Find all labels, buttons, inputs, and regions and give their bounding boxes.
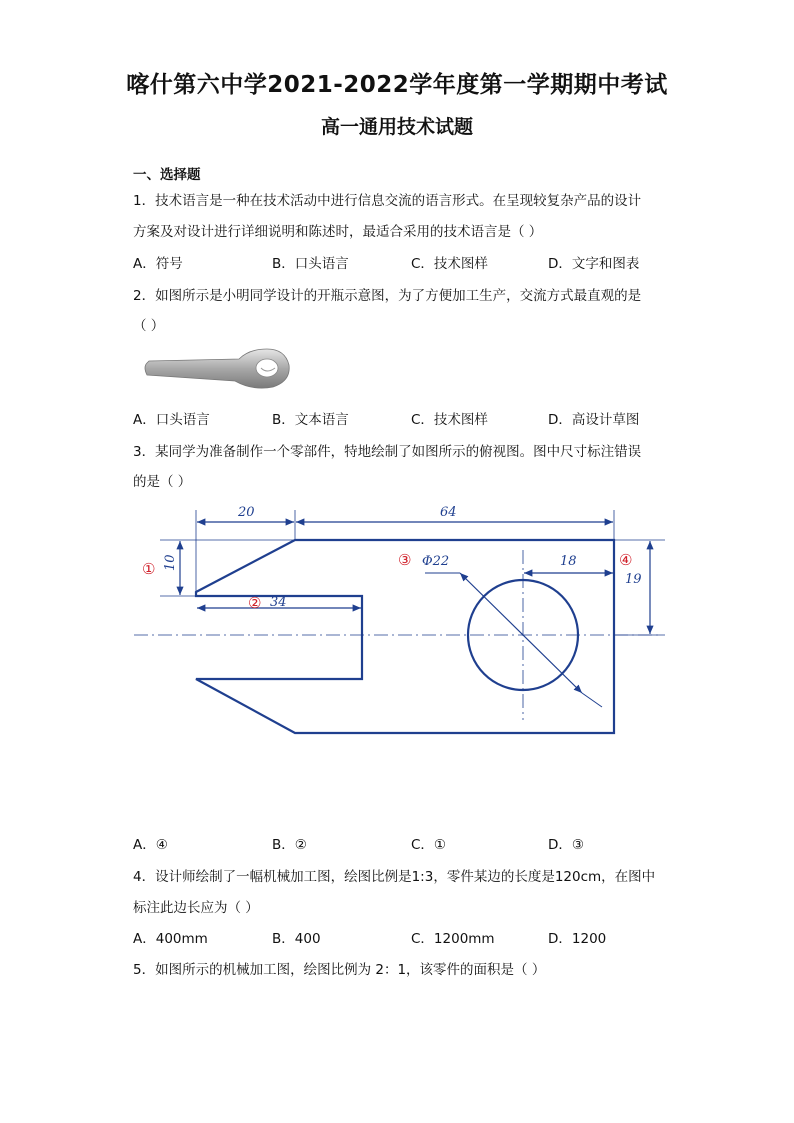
q2-option-a[interactable]: A．口头语言 [133, 412, 210, 428]
mark-1: ① [142, 560, 156, 578]
q4-line2: 标注此边长应为（ ） [133, 900, 259, 916]
dim-19-label: 19 [625, 572, 642, 587]
q2-line2: （ ） [133, 318, 165, 334]
mark-3: ③ [398, 551, 412, 569]
q3-line2: 的是（ ） [133, 474, 192, 490]
q2-option-b[interactable]: B．文本语言 [272, 412, 349, 428]
q4-option-b[interactable]: B．400 [272, 931, 321, 947]
q3-option-b[interactable]: B．② [272, 837, 307, 853]
q1-option-d[interactable]: D．文字和图表 [548, 256, 640, 272]
q2-line1: 2．如图所示是小明同学设计的开瓶示意图，为了方便加工生产，交流方式最直观的是 [133, 288, 642, 304]
q1-line1: 1．技术语言是一种在技术活动中进行信息交流的语言形式。在呈现较复杂产品的设计 [133, 193, 642, 209]
technical-drawing [120, 495, 680, 745]
q3-option-d[interactable]: D．③ [548, 837, 584, 853]
dim-10-label: 10 [163, 554, 178, 571]
q1-line2: 方案及对设计进行详细说明和陈述时，最适合采用的技术语言是（ ） [133, 224, 543, 240]
q2-option-c[interactable]: C．技术图样 [411, 412, 488, 428]
q1-option-b[interactable]: B．口头语言 [272, 256, 349, 272]
q4-option-d[interactable]: D．1200 [548, 931, 607, 947]
q3-line1: 3．某同学为准备制作一个零部件，特地绘制了如图所示的俯视图。图中尺寸标注错误 [133, 444, 642, 460]
exam-subtitle: 高一通用技术试题 [320, 116, 473, 138]
q1-option-a[interactable]: A．符号 [133, 256, 183, 272]
section-heading: 一、选择题 [133, 167, 201, 183]
q1-option-c[interactable]: C．技术图样 [411, 256, 488, 272]
q4-option-c[interactable]: C．1200mm [411, 931, 495, 947]
dim-18-label: 18 [560, 554, 577, 569]
q3-option-a[interactable]: A．④ [133, 837, 168, 853]
q2-option-d[interactable]: D．高设计草图 [548, 412, 640, 428]
dim-20-label: 20 [238, 505, 255, 520]
mark-2: ② [248, 594, 262, 612]
q4-option-a[interactable]: A．400mm [133, 931, 208, 947]
dim-34-label: 34 [270, 595, 287, 610]
exam-title: 喀什第六中学2021-2022学年度第一学期期中考试 [126, 72, 668, 98]
mark-4: ④ [619, 551, 633, 569]
q3-option-c[interactable]: C．① [411, 837, 447, 853]
q5-line1: 5．如图所示的机械加工图，绘图比例为 2：1，该零件的面积是（ ） [133, 962, 546, 978]
dim-phi22-label: Φ22 [422, 554, 450, 569]
dim-64-label: 64 [440, 505, 457, 520]
q4-line1: 4．设计师绘制了一幅机械加工图，绘图比例是1:3，零件某边的长度是120cm，在图中 [133, 869, 656, 885]
bottle-opener-image [135, 343, 295, 393]
